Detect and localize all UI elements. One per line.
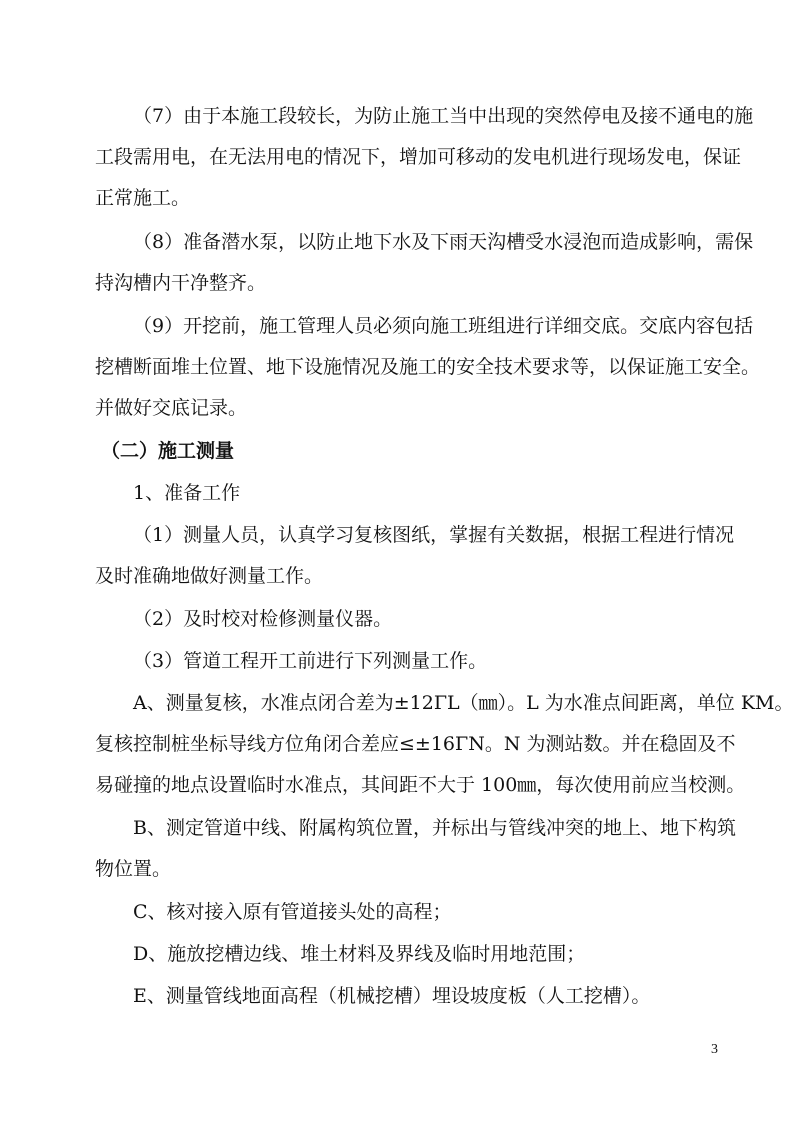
- para-8-line-1: （8）准备潜水泵，以防止地下水及下雨天沟槽受水浸泡而造成影响，需保: [133, 231, 754, 253]
- page-number: 3: [711, 1042, 718, 1057]
- point-a-line-2: 复核控制桩坐标导线方位角闭合差应≤±16ΓN。N 为测站数。并在稳固及不: [95, 733, 736, 755]
- point-d: D、施放挖槽边线、堆土材料及界线及临时用地范围；: [133, 943, 586, 965]
- item-3: （3）管道工程开工前进行下列测量工作。: [133, 650, 488, 672]
- section-heading: （二）施工测量: [101, 440, 235, 462]
- item-1-line-2: 及时准确地做好测量工作。: [95, 565, 324, 587]
- point-a-line-1: A、测量复核，水准点闭合差为±12ΓL（㎜）。L 为水准点间距离，单位 KM。: [133, 692, 794, 714]
- para-9-line-2: 挖槽断面堆土位置、地下设施情况及施工的安全技术要求等，以保证施工安全。: [95, 356, 761, 378]
- para-7-line-1: （7）由于本施工段较长，为防止施工当中出现的突然停电及接不通电的施: [133, 105, 754, 127]
- para-9-line-1: （9）开挖前，施工管理人员必须向施工班组进行详细交底。交底内容包括: [133, 315, 754, 337]
- para-7-line-3: 正常施工。: [95, 187, 191, 209]
- para-8-line-2: 持沟槽内干净整齐。: [95, 272, 267, 294]
- point-b-line-2: 物位置。: [95, 858, 172, 880]
- item-1-line-1: （1）测量人员，认真学习复核图纸，掌握有关数据，根据工程进行情况: [133, 524, 735, 546]
- point-a-line-3: 易碰撞的地点设置临时水准点，其间距不大于 100㎜，每次使用前应当校测。: [95, 774, 746, 796]
- point-c: C、核对接入原有管道接头处的高程；: [133, 901, 452, 923]
- para-7-line-2: 工段需用电，在无法用电的情况下，增加可移动的发电机进行现场发电，保证: [95, 146, 742, 168]
- subsection-title: 1、准备工作: [133, 482, 241, 504]
- point-e: E、测量管线地面高程（机械挖槽）埋设坡度板（人工挖槽）。: [133, 985, 651, 1007]
- para-9-line-3: 并做好交底记录。: [95, 397, 248, 419]
- point-b-line-1: B、测定管道中线、附属构筑位置，并标出与管线冲突的地上、地下构筑: [133, 817, 736, 839]
- item-2: （2）及时校对检修测量仪器。: [133, 608, 393, 630]
